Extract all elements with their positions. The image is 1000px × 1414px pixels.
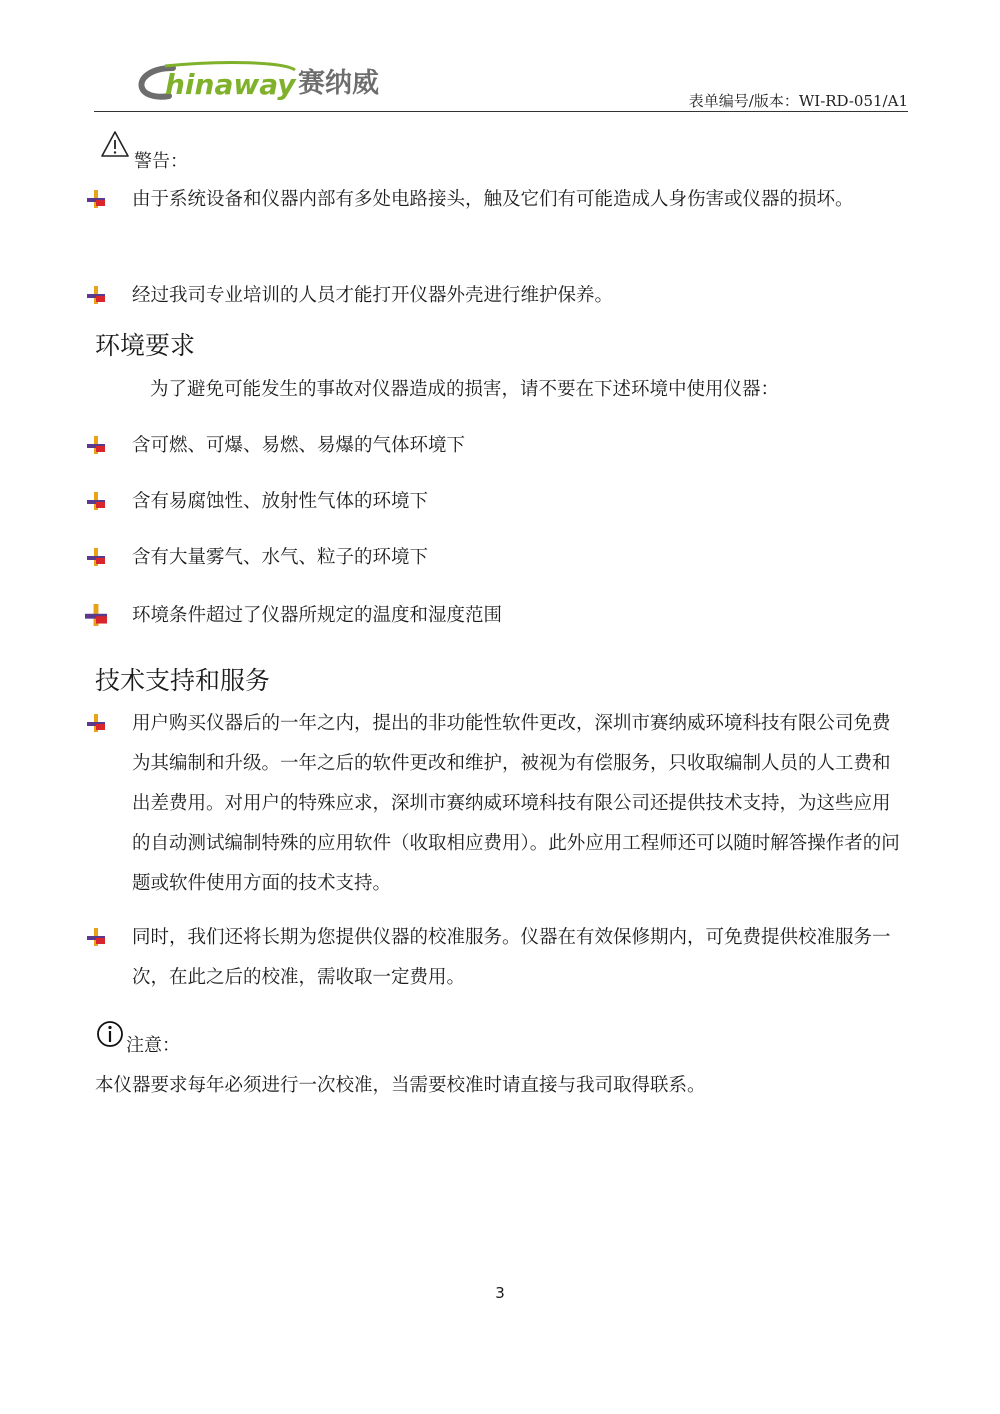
bullet-icon xyxy=(87,714,105,732)
section-title-environment: 环境要求 xyxy=(95,331,196,360)
support-item: 同时，我们还将长期为您提供仪器的校准服务。仪器在有效保修期内，可免费提供校准服务一次，在此之后的校准，需收取一定费用。 xyxy=(132,927,891,988)
environment-item: 含有大量雾气、水气、粒子的环境下 xyxy=(132,547,429,568)
warning-item: 经过我司专业培训的人员才能打开仪器外壳进行维护保养。 xyxy=(132,285,614,306)
bullet-icon xyxy=(87,492,105,510)
info-icon xyxy=(96,1020,124,1048)
chinaway-logo xyxy=(135,58,395,106)
warning-label: 警告： xyxy=(134,151,188,172)
environment-item: 含可燃、可爆、易燃、易爆的气体环境下 xyxy=(132,435,466,456)
form-code: 表单编号/版本：WI-RD-051/A1 xyxy=(688,92,908,110)
support-item: 用户购买仪器后的一年之内，提出的非功能性软件更改，深圳市赛纳威环境科技有限公司免费为其编制和升级。一年之后的软件更改和维护，被视为有偿服务，只收取编制人员的人工费和出差费用。对用户的特殊应求，深圳市赛纳威环境科技有限公司还提供技术支持，为这些应用的自动测试编制特殊的应用软件（收取相应费用）。此外应用工程师还可以随时解答操作者的问题或软件使用方面的技术支持。 xyxy=(132,713,900,894)
bullet-icon xyxy=(87,928,105,946)
logo-wordmark: hinaway xyxy=(165,68,296,101)
environment-item: 环境条件超过了仪器所规定的温度和湿度范围 xyxy=(132,605,503,626)
logo-chinese: 赛纳威 xyxy=(298,68,379,99)
bullet-icon xyxy=(87,286,105,304)
section-title-support: 技术支持和服务 xyxy=(95,666,271,695)
page-number: 3 xyxy=(495,1284,505,1302)
note-text: 本仪器要求每年必须进行一次校准，当需要校准时请直接与我司取得联系。 xyxy=(95,1075,706,1096)
bullet-icon xyxy=(85,604,107,626)
environment-intro: 为了避免可能发生的事故对仪器造成的损害，请不要在下述环境中使用仪器： xyxy=(150,379,780,400)
bullet-icon xyxy=(87,436,105,454)
environment-item: 含有易腐蚀性、放射性气体的环境下 xyxy=(132,491,429,512)
warning-item: 由于系统设备和仪器内部有多处电路接头，触及它们有可能造成人身伤害或仪器的损坏。 xyxy=(132,189,854,210)
note-label: 注意： xyxy=(126,1035,180,1056)
header-divider xyxy=(94,111,908,112)
bullet-icon xyxy=(87,548,105,566)
bullet-icon xyxy=(87,190,105,208)
warning-icon xyxy=(100,130,130,160)
